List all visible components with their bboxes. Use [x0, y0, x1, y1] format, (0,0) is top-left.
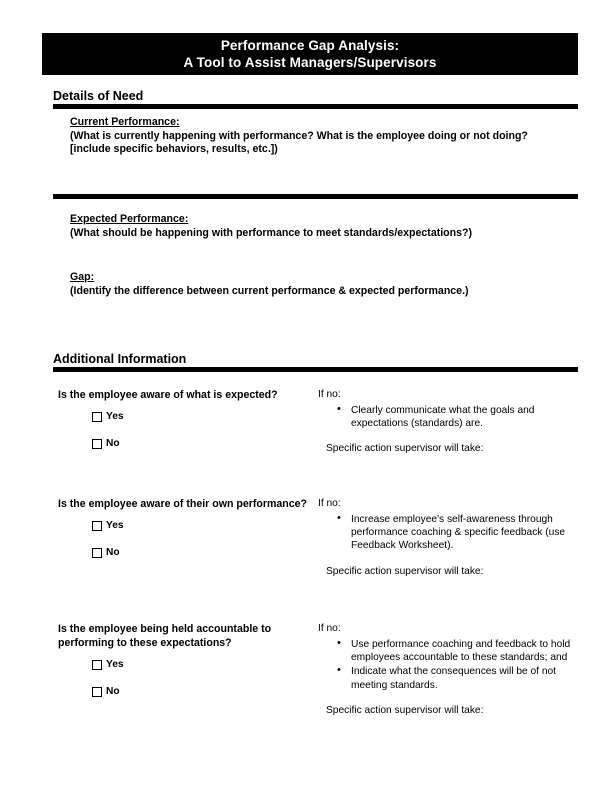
section-heading-details-of-need: Details of Need — [53, 89, 144, 103]
document-title-line-1: Performance Gap Analysis: — [220, 38, 400, 53]
choice-group-1 — [92, 410, 313, 450]
question-block-1 — [58, 388, 313, 450]
specific-action-label-1: Specific action supervisor will take: — [326, 443, 484, 455]
checkbox-icon[interactable] — [92, 660, 102, 670]
section-rule-details-of-need — [53, 104, 578, 109]
detail-block-expected-performance — [70, 213, 560, 240]
choice-label-yes: Yes — [106, 411, 124, 422]
choice-yes-3[interactable] — [92, 658, 313, 671]
document-title-line-2: A Tool to Assist Managers/Supervisors — [183, 55, 437, 70]
choice-group-2 — [92, 519, 313, 559]
guidance-bullet: • Increase employee's self-awareness through performance coaching & specific feedback (use Feedback Worksheet). — [318, 513, 580, 553]
question-text-3: Is the employee being held accountable to performing to these expectations? — [58, 623, 272, 649]
guidance-bullet: • Indicate what the consequences will be of not meeting standards. — [318, 665, 580, 691]
if-no-label-3: If no: — [318, 623, 341, 634]
guidance-bullet: • Use performance coaching and feedback to hold employees accountable to these standards; and — [318, 638, 580, 664]
guidance-bullet: • Clearly communicate what the goals and expectations (standards) are. — [318, 404, 580, 430]
section-rule-expected-performance — [53, 194, 578, 199]
detail-prompt-gap: (Identify the difference between current performance & expected performance.) — [70, 284, 469, 297]
specific-action-label-3: Specific action supervisor will take: — [326, 704, 484, 716]
guidance-block-1 — [318, 388, 580, 455]
section-rule-additional-information — [53, 367, 578, 372]
choice-no-3[interactable] — [92, 685, 313, 698]
detail-label-current-performance: Current Performance: — [70, 116, 180, 128]
choice-label-no: No — [106, 686, 120, 697]
detail-block-gap — [70, 271, 560, 298]
choice-yes-2[interactable] — [92, 519, 313, 532]
choice-no-2[interactable] — [92, 546, 313, 559]
checkbox-icon[interactable] — [92, 521, 102, 531]
choice-no-1[interactable] — [92, 437, 313, 450]
guidance-block-2 — [318, 497, 580, 578]
choice-yes-1[interactable] — [92, 410, 313, 423]
detail-label-expected-performance: Expected Performance: — [70, 213, 189, 225]
detail-prompt-current-performance: (What is currently happening with performance? What is the employee doing or not doing? [include specific behaviors, results, etc.]) — [70, 129, 528, 155]
if-no-label-2: If no: — [318, 498, 341, 509]
guidance-bullets-3 — [318, 638, 580, 692]
checkbox-icon[interactable] — [92, 412, 102, 422]
specific-action-label-2: Specific action supervisor will take: — [326, 565, 484, 577]
document-title-bar — [42, 33, 578, 75]
choice-label-no: No — [106, 547, 120, 558]
detail-block-current-performance — [70, 116, 560, 157]
checkbox-icon[interactable] — [92, 548, 102, 558]
choice-label-yes: Yes — [106, 659, 124, 670]
guidance-bullets-1 — [318, 404, 580, 430]
choice-group-3 — [92, 658, 313, 698]
detail-label-gap: Gap: — [70, 271, 95, 283]
guidance-bullets-2 — [318, 513, 580, 553]
if-no-label-1: If no: — [318, 389, 341, 400]
question-block-3 — [58, 622, 313, 698]
choice-label-yes: Yes — [106, 520, 124, 531]
checkbox-icon[interactable] — [92, 687, 102, 697]
question-block-2 — [58, 497, 313, 559]
guidance-block-3 — [318, 622, 580, 717]
question-text-1: Is the employee aware of what is expected? — [58, 389, 278, 401]
choice-label-no: No — [106, 438, 120, 449]
checkbox-icon[interactable] — [92, 439, 102, 449]
detail-prompt-expected-performance: (What should be happening with performance to meet standards/expectations?) — [70, 226, 473, 239]
section-heading-additional-information: Additional Information — [53, 352, 187, 366]
question-text-2: Is the employee aware of their own performance? — [58, 498, 308, 510]
